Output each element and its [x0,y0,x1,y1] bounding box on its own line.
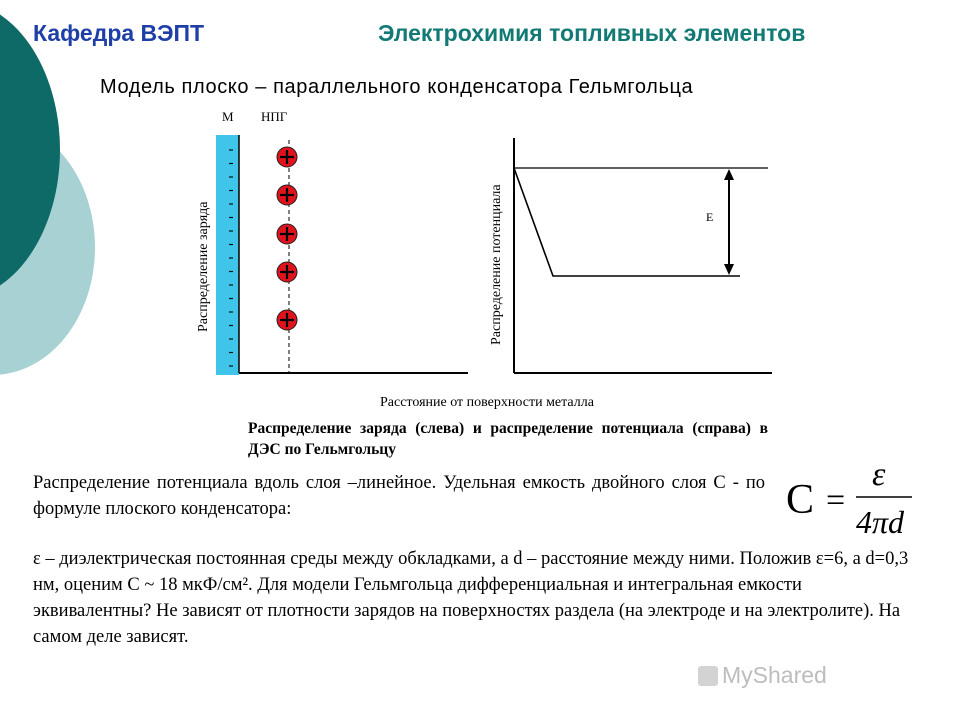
formula-lhs: C [786,477,815,523]
slide-title: Модель плоско – параллельного конденсатора Гельмгольца [100,76,694,98]
header-department: Кафедра ВЭПТ [33,20,205,46]
capacitance-formula [782,455,932,540]
watermark-icon [698,666,718,686]
paragraph-explanation: ε – диэлектрическая постоянная среды между обкладками, а d – расстояние между ними. Положив ε=6, а d=0,3 нм, оценим С ~ 18 мкФ/см². Для модели Гельмгольца дифференциальная и интегральная емкости эквивалентны? Не зависят от плотности зарядов на поверхностях раздела (на электроде и на электролите). На самом деле зависят. [33,549,909,647]
header-course: Электрохимия топливных элементов [378,20,806,46]
paragraph-linear-potential: Распределение потенциала вдоль слоя –линейное. Удельная емкость двойного слоя С - по формуле плоского конденсатора: [33,473,765,519]
potential-drop-label: E [706,210,714,224]
metal-electrode [216,135,239,375]
arrow-head-top [724,169,734,180]
positive-ion [277,262,297,282]
formula-equals: = [826,482,846,519]
watermark-text: MyShared [722,662,827,688]
positive-charges [277,147,297,330]
figure-caption: Распределение заряда (слева) и распределение потенциала (справа) в ДЭС по Гельмгольцу [248,420,768,458]
positive-ion [277,185,297,205]
positive-ion [277,310,297,330]
arrow-head-bottom [724,264,734,275]
positive-ion [277,147,297,167]
left-y-label: Распределение заряда [196,201,211,332]
watermark [698,662,827,689]
formula-denominator: 4πd [856,504,905,540]
x-axis-label: Расстояние от поверхности металла [380,395,594,410]
label-metal: М [222,109,234,124]
formula-numerator: ε [872,456,886,493]
label-npg: НПГ [261,109,288,124]
positive-ion [277,224,297,244]
right-y-label: Распределение потенциала [489,184,504,345]
